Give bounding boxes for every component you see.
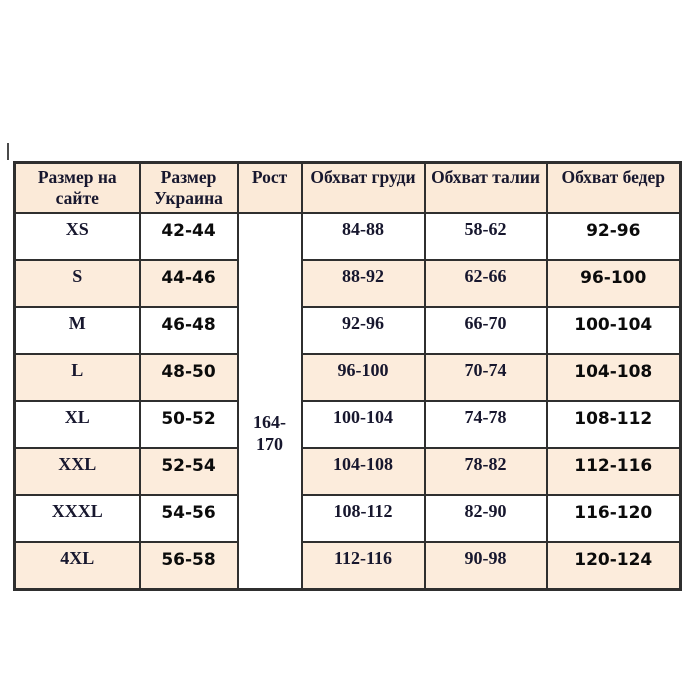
cell-waist: 74-78 — [425, 401, 547, 448]
col-header-size-site: Размер на сайте — [15, 163, 140, 214]
cell-chest: 88-92 — [302, 260, 425, 307]
cell-size-ua: 42-44 — [140, 213, 238, 260]
col-header-height: Рост — [238, 163, 302, 214]
cell-hips: 96-100 — [547, 260, 681, 307]
cell-size-site: XXL — [15, 448, 140, 495]
cell-chest: 104-108 — [302, 448, 425, 495]
cell-size-site: 4XL — [15, 542, 140, 590]
table-row-xxl — [15, 448, 681, 495]
cell-size-ua: 44-46 — [140, 260, 238, 307]
cell-waist: 62-66 — [425, 260, 547, 307]
cell-size-site: L — [15, 354, 140, 401]
height-value — [239, 411, 301, 455]
cell-size-ua: 52-54 — [140, 448, 238, 495]
cell-hips: 116-120 — [547, 495, 681, 542]
cell-hips: 112-116 — [547, 448, 681, 495]
cell-size-ua: 54-56 — [140, 495, 238, 542]
cell-size-ua: 56-58 — [140, 542, 238, 590]
cell-waist: 66-70 — [425, 307, 547, 354]
cell-hips: 100-104 — [547, 307, 681, 354]
table-row-xl — [15, 401, 681, 448]
cell-chest: 92-96 — [302, 307, 425, 354]
cell-chest: 100-104 — [302, 401, 425, 448]
table-row-4xl — [15, 542, 681, 590]
cell-hips: 120-124 — [547, 542, 681, 590]
artifact-tick-mark — [7, 143, 9, 160]
cell-chest: 112-116 — [302, 542, 425, 590]
cell-hips: 104-108 — [547, 354, 681, 401]
height-line2: 170 — [256, 434, 283, 454]
header-row — [15, 163, 681, 214]
cell-waist: 78-82 — [425, 448, 547, 495]
size-table — [13, 161, 682, 591]
cell-size-site: XL — [15, 401, 140, 448]
table-row-xs — [15, 213, 681, 260]
cell-chest: 96-100 — [302, 354, 425, 401]
table-row-m — [15, 307, 681, 354]
table-row-l — [15, 354, 681, 401]
cell-size-site: M — [15, 307, 140, 354]
cell-size-site: S — [15, 260, 140, 307]
cell-chest: 108-112 — [302, 495, 425, 542]
cell-hips: 92-96 — [547, 213, 681, 260]
cell-size-ua: 50-52 — [140, 401, 238, 448]
cell-waist: 58-62 — [425, 213, 547, 260]
cell-waist: 82-90 — [425, 495, 547, 542]
cell-size-ua: 46-48 — [140, 307, 238, 354]
table-row-xxxl — [15, 495, 681, 542]
col-header-hips: Обхват бедер — [547, 163, 681, 214]
col-header-size-ua: Размер Украина — [140, 163, 238, 214]
height-line1: 164- — [253, 412, 286, 432]
height-merged-cell — [238, 213, 302, 590]
cell-size-site: XXXL — [15, 495, 140, 542]
cell-chest: 84-88 — [302, 213, 425, 260]
cell-size-ua: 48-50 — [140, 354, 238, 401]
cell-waist: 90-98 — [425, 542, 547, 590]
cell-waist: 70-74 — [425, 354, 547, 401]
col-header-waist: Обхват талии — [425, 163, 547, 214]
cell-size-site: XS — [15, 213, 140, 260]
table-row-s — [15, 260, 681, 307]
cell-hips: 108-112 — [547, 401, 681, 448]
col-header-chest: Обхват груди — [302, 163, 425, 214]
